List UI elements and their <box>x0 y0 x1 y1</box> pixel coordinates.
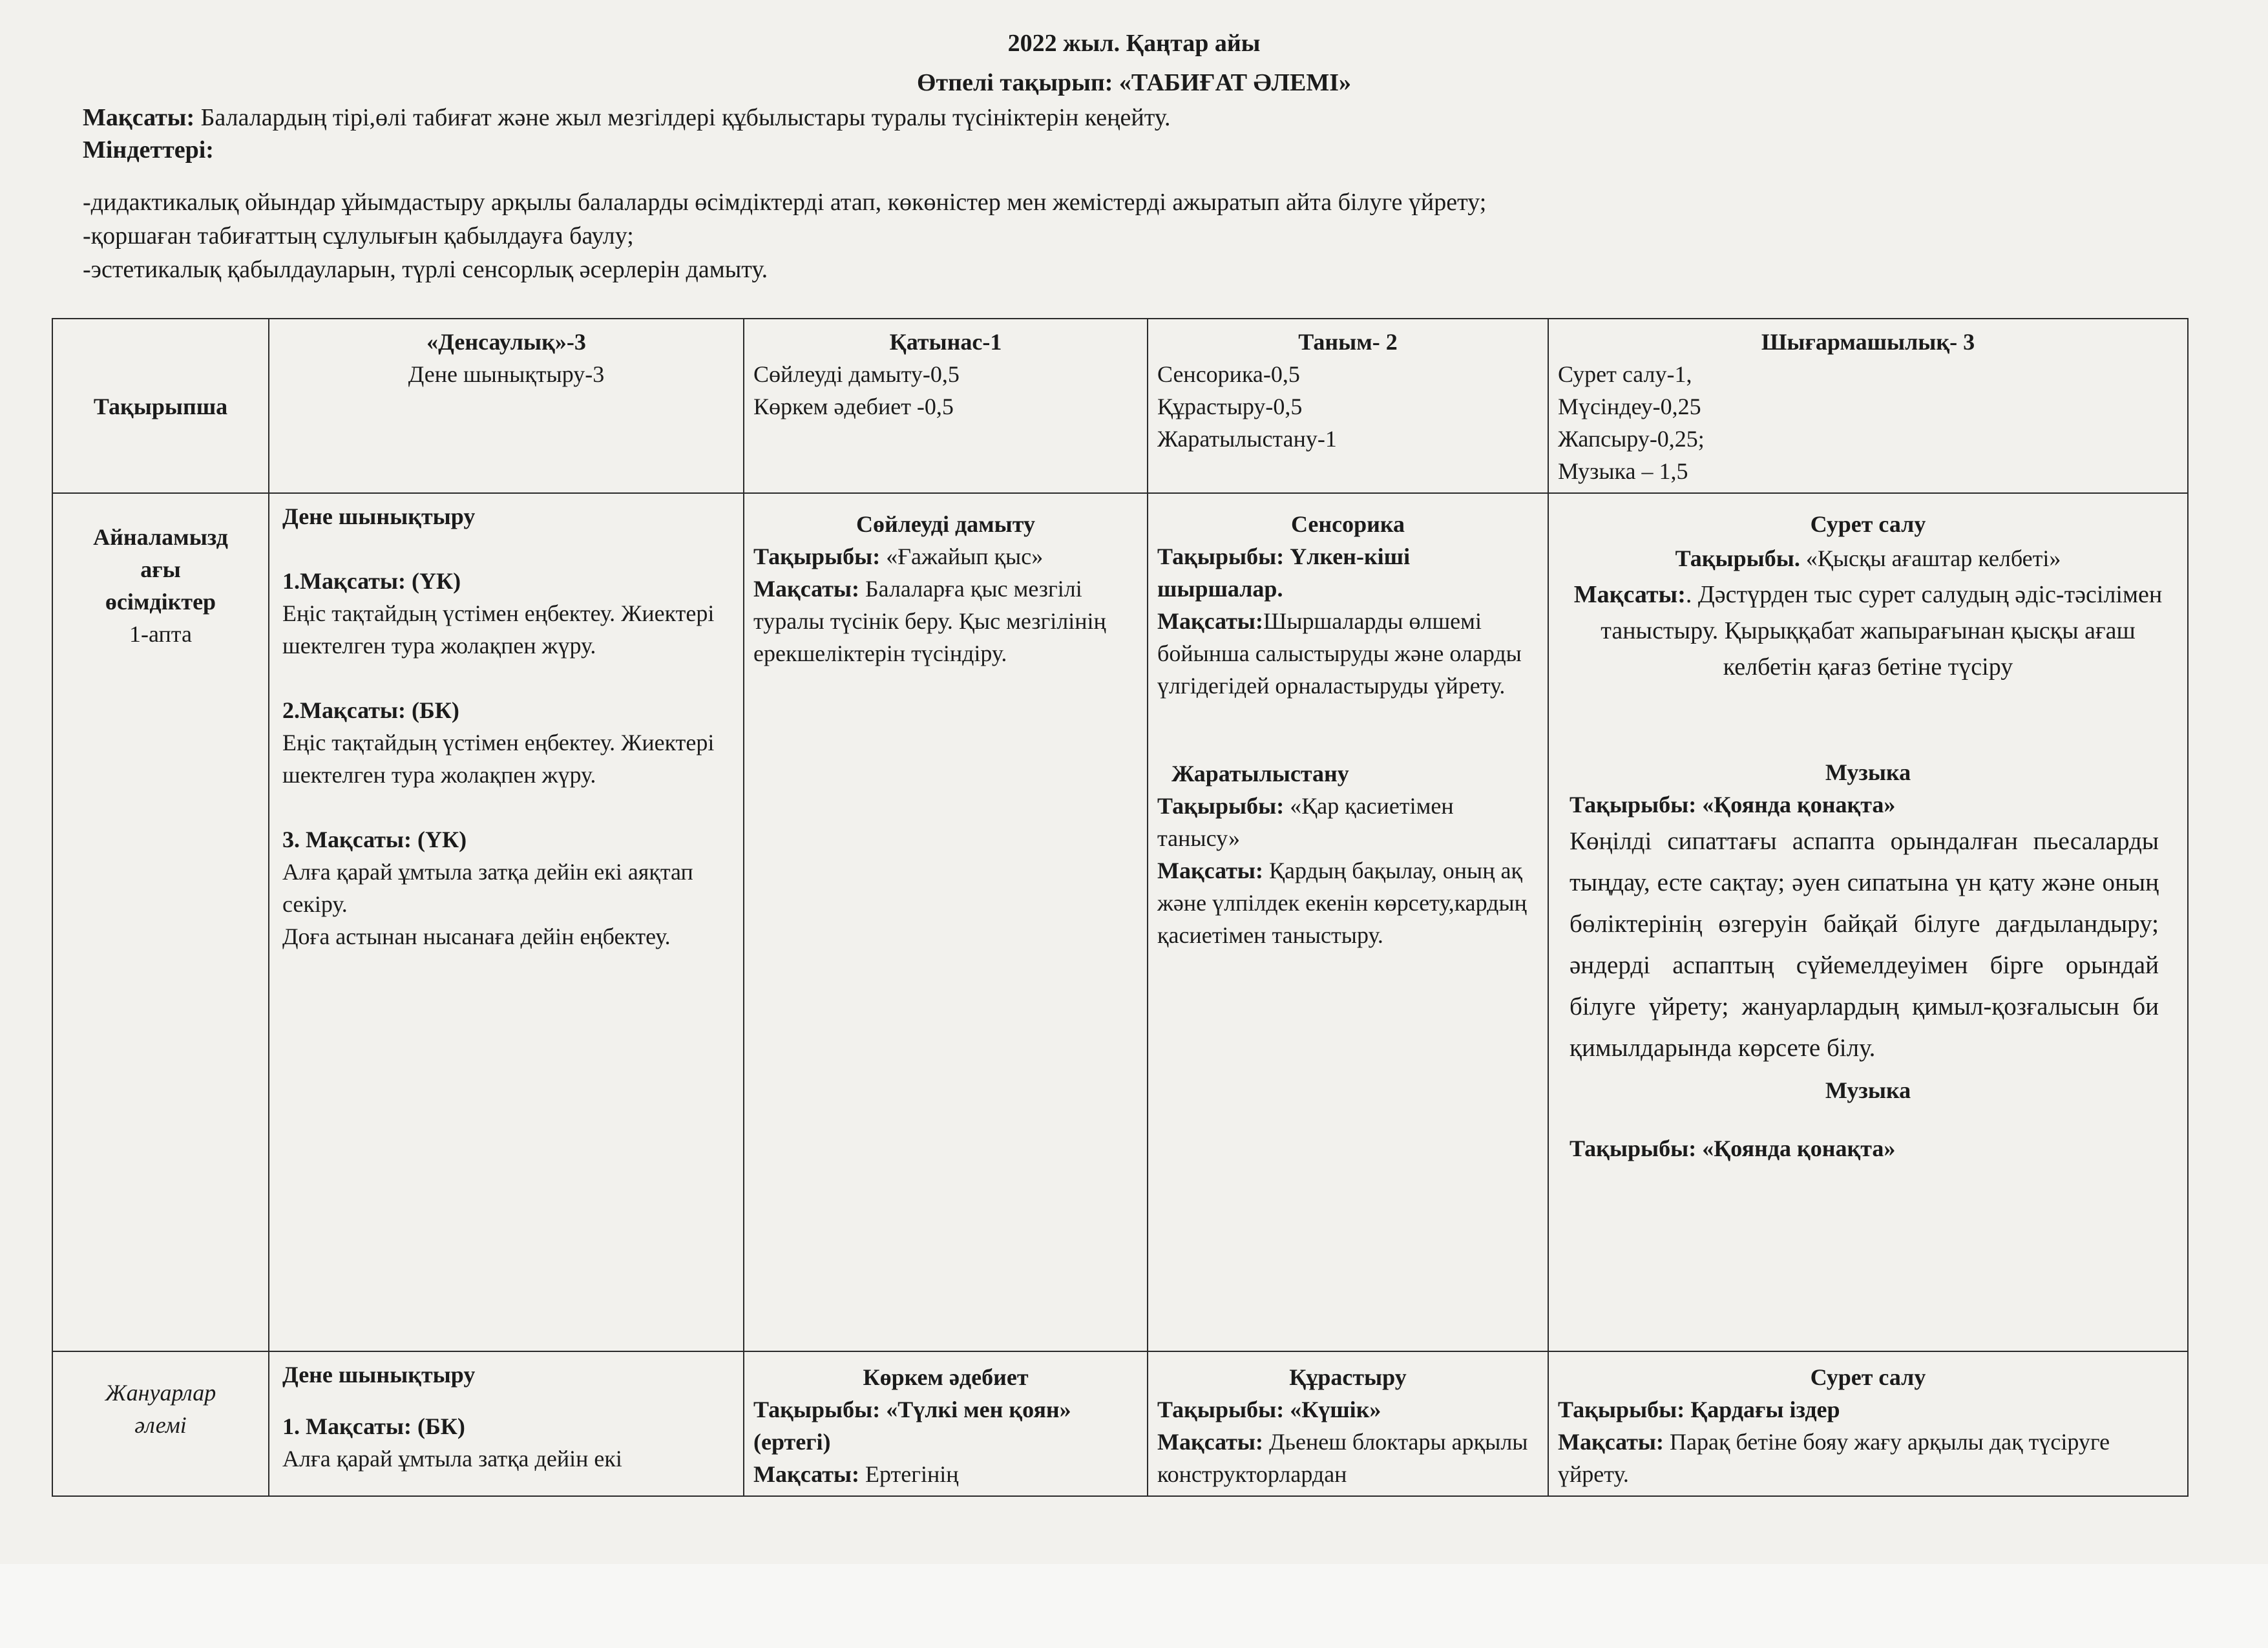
document-date-heading: 2022 жыл. Қаңтар айы <box>1007 30 1261 57</box>
task-item-3: -эстетикалық қабылдауларын, түрлі сенсорлық әсерлерін дамыту. <box>83 256 768 283</box>
row1-creativity-title: Сурет салу <box>1810 511 1926 537</box>
header-health-cell <box>269 319 744 493</box>
plan-table <box>52 318 2189 1497</box>
document-theme-heading: Өтпелі тақырып: «ТАБИҒАТ ӘЛЕМІ» <box>917 69 1351 96</box>
row2-creativity-topic: Тақырыбы: Қардағы іздер <box>1558 1397 1840 1422</box>
header-communication-line: Сөйлеуді дамыту-0,5 <box>753 361 960 387</box>
row1-communication-topic-text: «Ғажайып қыс» <box>880 544 1044 569</box>
row1-health-goal-text: Алға қарай ұмтыла затқа дейін екі аяқтап секіру. <box>282 859 693 917</box>
row2-cognition-topic: Тақырыбы: «Күшік» <box>1157 1397 1381 1422</box>
row2-communication-title: Көркем әдебиет <box>863 1364 1029 1390</box>
row1-creativity-cell <box>1548 493 2188 1351</box>
row1-creativity-topic-text: «Қысқы ағаштар келбеті» <box>1800 545 2061 571</box>
row2-communication-goal-text: Ертегінің <box>859 1461 959 1487</box>
row1-communication-goal-text: Балаларға қыс мезгілі туралы түсінік беру. Қыс мезгілінің ерекшеліктерін түсіндіру. <box>753 576 1106 666</box>
row1-health-goal-label: 1.Мақсаты: (ҮК) <box>282 568 461 594</box>
row1-cognition-goal-text: Шыршаларды өлшемі бойынша салыстыруды және оларды үлгідегідей орналастыруды үйрету. <box>1157 608 1522 699</box>
row1-health-goal-label: 3. Мақсаты: (ҮК) <box>282 827 467 852</box>
task-item-2: -қоршаған табиғаттың сұлулығын қабылдауға баулу; <box>83 222 634 249</box>
row1-creativity-goal-label: Мақсаты: <box>1573 581 1686 608</box>
row1-communication-cell <box>744 493 1148 1351</box>
row1-health-goal-text: Еңіс тақтайдың үстімен еңбектеу. Жиектері шектелген тура жолақпен жүру. <box>282 730 715 788</box>
row1-creativity-topic-label: Тақырыбы. <box>1675 545 1800 571</box>
row1-cognition-title2: Жаратылыстану <box>1171 761 1349 787</box>
row2-cognition-cell <box>1148 1351 1548 1496</box>
row1-creativity-music-title2: Музыка <box>1825 1077 1911 1103</box>
header-cognition-title: Таным- 2 <box>1298 329 1398 355</box>
goal-line <box>83 101 1171 134</box>
header-topic-cell <box>52 319 269 493</box>
row2-communication-topic: Тақырыбы: «Түлкі мен қоян» (ертегі) <box>753 1397 1071 1455</box>
header-communication-line: Көркем әдебиет -0,5 <box>753 394 954 419</box>
goal-text: Балалардың тірі,өлі табиғат және жыл мезгілдері құбылыстары туралы түсініктерін кеңейту. <box>194 104 1171 131</box>
header-cognition-line: Құрастыру-0,5 <box>1157 394 1303 419</box>
row2-creativity-cell <box>1548 1351 2188 1496</box>
header-topic-label: Тақырыпша <box>93 394 228 419</box>
row1-health-goal-text: Еңіс тақтайдың үстімен еңбектеу. Жиектері шектелген тура жолақпен жүру. <box>282 600 715 659</box>
row1-cognition-goal-label: Мақсаты: <box>1157 608 1263 634</box>
header-health-line: Дене шынықтыру-3 <box>408 361 605 387</box>
table-row-week-1 <box>52 493 2188 1351</box>
row2-creativity-goal-label: Мақсаты: <box>1558 1429 1664 1455</box>
header-communication-cell <box>744 319 1148 493</box>
header-cognition-line: Сенсорика-0,5 <box>1157 361 1300 387</box>
task-item-1: -дидактикалық ойындар ұйымдастыру арқылы балаларды өсімдіктерді атап, көкөністер мен жемістерді ажыратып айта білуге үйрету; <box>83 189 1487 216</box>
header-creativity-line: Музыка – 1,5 <box>1558 458 1688 484</box>
header-creativity-line: Мүсіндеу-0,25 <box>1558 394 1701 419</box>
row2-topic-line: Жануарлар <box>105 1380 216 1406</box>
row1-health-goal-label: 2.Мақсаты: (БК) <box>282 697 459 723</box>
row2-topic-cell <box>52 1351 269 1496</box>
row2-health-goal-text: Алға қарай ұмтыла затқа дейін екі <box>282 1446 622 1472</box>
scan-bottom-margin <box>0 1564 2268 1648</box>
row1-communication-topic-label: Тақырыбы: <box>753 544 881 569</box>
row1-health-goal-text: Доға астынан нысанаға дейін еңбектеу. <box>282 924 671 949</box>
row1-health-cell <box>269 493 744 1351</box>
header-cognition-line: Жаратылыстану-1 <box>1157 426 1337 452</box>
tasks-label: Міндеттері: <box>83 136 214 164</box>
row1-topic-line: ағы <box>140 556 181 582</box>
row2-creativity-goal-text: Парақ бетіне бояу жағу арқылы дақ түсіруге үйрету. <box>1558 1429 2110 1487</box>
header-health-title: «Денсаулық»-3 <box>426 329 586 355</box>
row1-communication-title: Сөйлеуді дамыту <box>856 511 1035 537</box>
row2-cognition-title: Құрастыру <box>1289 1364 1407 1390</box>
row1-creativity-goal-text: . Дәстүрден тыс сурет салудың әдіс-тәсілімен таныстыру. Қырыққабат жапырағынан қысқы ағаш келбетін қағаз бетіне түсіру <box>1601 581 2163 681</box>
row2-creativity-title: Сурет салу <box>1810 1364 1926 1390</box>
header-creativity-cell <box>1548 319 2188 493</box>
row2-health-cell <box>269 1351 744 1496</box>
row1-cognition-goal2-label: Мақсаты: <box>1157 858 1263 883</box>
row2-health-goal-label: 1. Мақсаты: (БК) <box>282 1413 465 1439</box>
row1-topic-line: Айналамызд <box>93 524 228 550</box>
row1-cognition-title: Сенсорика <box>1290 511 1405 537</box>
row1-creativity-music-topic2: Тақырыбы: «Қоянда қонақта» <box>1570 1136 1896 1161</box>
row1-health-title: Дене шынықтыру <box>282 503 476 529</box>
row1-cognition-topic2-label: Тақырыбы: <box>1157 793 1285 819</box>
row1-communication-goal-label: Мақсаты: <box>753 576 859 602</box>
row1-cognition-topic: Тақырыбы: Үлкен-кіші шыршалар. <box>1157 544 1411 602</box>
row1-creativity-music-text: Көңілді сипаттағы аспапта орындалған пьесаларды тыңдау, есте сақтау; әуен сипатына үн қату және оның бөліктерінің өзгеруін байқай білуге дағдыландыру; әндерді аспаптың сүйемелдеуімен бірге орындай білуге үйрету; жануарлардың қимыл-қозғалысын би қимылдарында көрсете білу. <box>1570 827 2159 1062</box>
table-row-week-2 <box>52 1351 2188 1496</box>
row1-cognition-topic2-text: «Қар қасиетімен танысу» <box>1157 793 1454 851</box>
header-creativity-title: Шығармашылық- 3 <box>1761 329 1975 355</box>
row2-health-title: Дене шынықтыру <box>282 1362 476 1388</box>
header-creativity-line: Жапсыру-0,25; <box>1558 426 1705 452</box>
row2-communication-goal-label: Мақсаты: <box>753 1461 859 1487</box>
goal-label: Мақсаты: <box>83 104 195 131</box>
row2-communication-cell <box>744 1351 1148 1496</box>
row1-creativity-music-title: Музыка <box>1825 759 1911 785</box>
row2-cognition-goal-text: Дьенеш блоктары арқылы конструкторлардан <box>1157 1429 1528 1487</box>
row1-week: 1-апта <box>129 621 192 647</box>
row2-topic-line: әлемі <box>134 1412 187 1438</box>
table-header-row <box>52 319 2188 493</box>
row1-topic-line: өсімдіктер <box>105 589 216 615</box>
row2-cognition-goal-label: Мақсаты: <box>1157 1429 1263 1455</box>
header-creativity-line: Сурет салу-1, <box>1558 361 1692 387</box>
row1-cognition-cell <box>1148 493 1548 1351</box>
row1-cognition-goal2-text: Қардың бақылау, оның ақ және үлпілдек екенін көрсету,кардың қасиетімен таныстыру. <box>1157 858 1527 948</box>
row1-topic-cell <box>52 493 269 1351</box>
row1-creativity-music-topic: Тақырыбы: «Қоянда қонақта» <box>1570 792 1896 818</box>
header-communication-title: Қатынас-1 <box>889 329 1002 355</box>
header-cognition-cell <box>1148 319 1548 493</box>
